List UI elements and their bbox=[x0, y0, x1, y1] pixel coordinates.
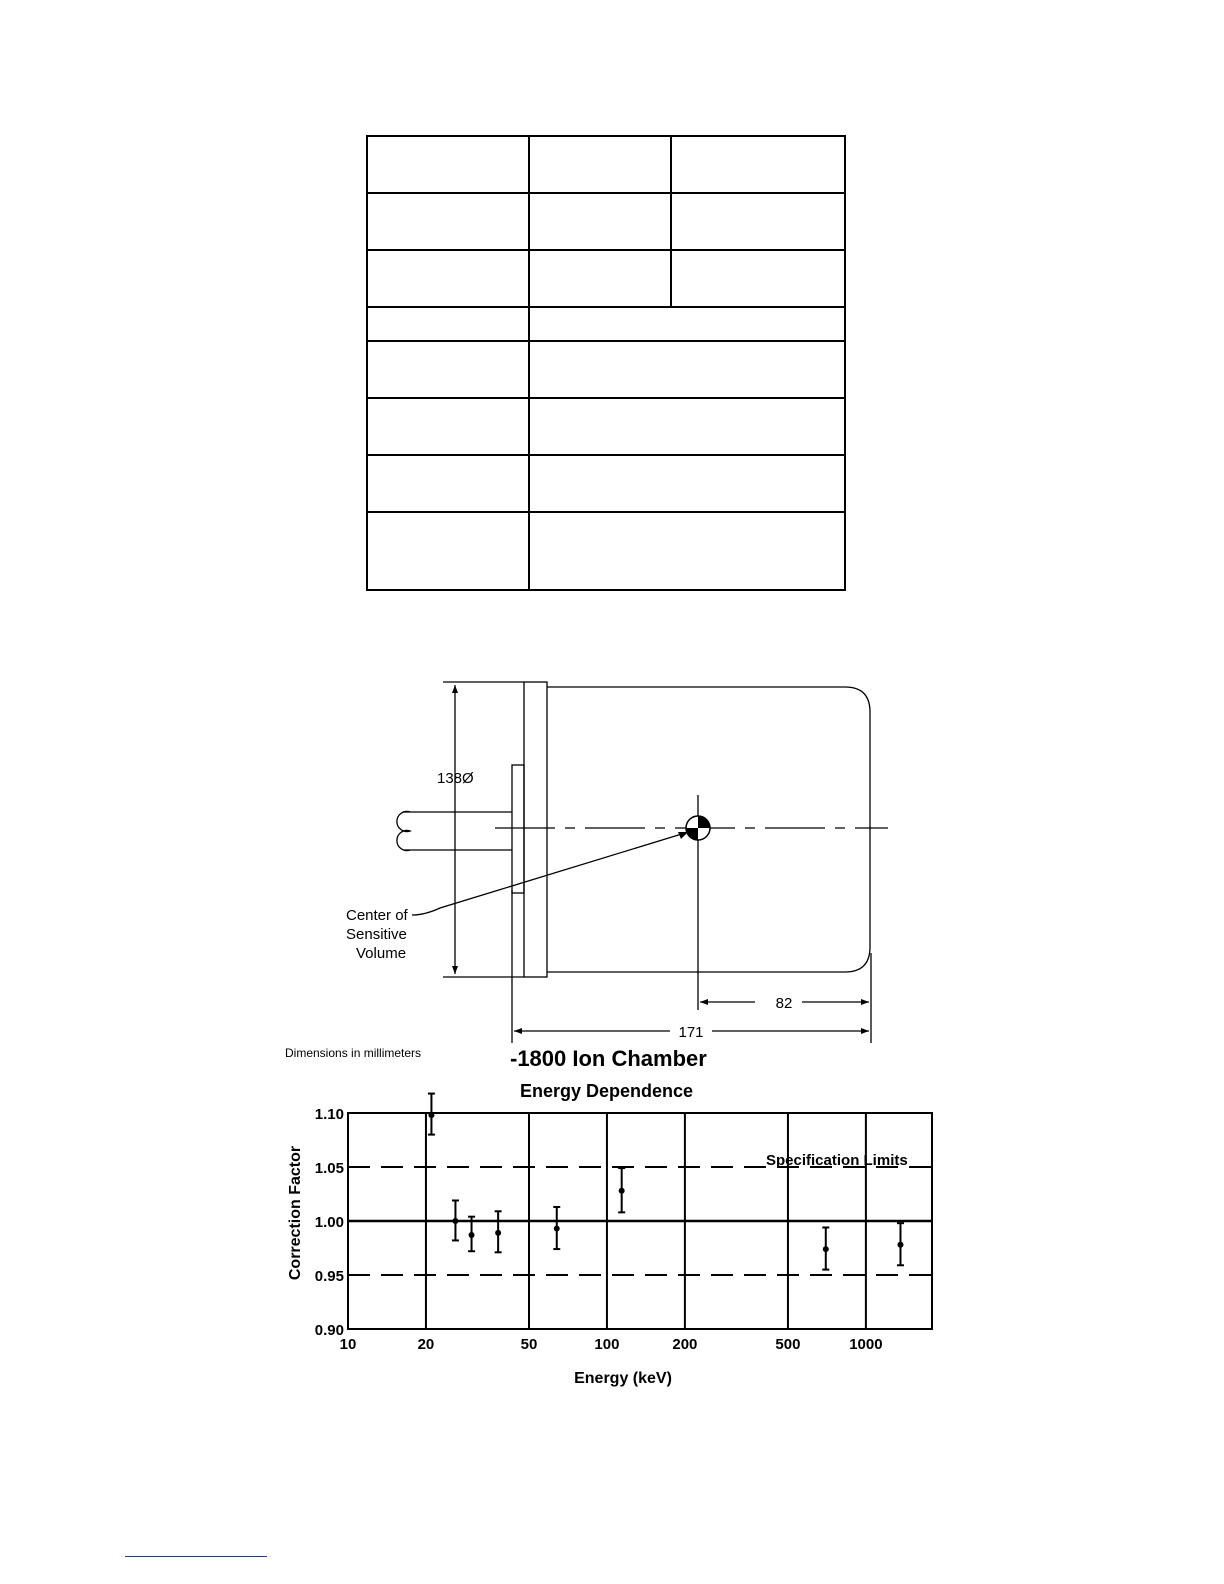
y-tick-label: 0.95 bbox=[314, 1268, 344, 1285]
dimension-82-label: 82 bbox=[775, 995, 793, 1012]
x-axis-label: Energy (keV) bbox=[574, 1370, 672, 1387]
plot-area bbox=[315, 1094, 932, 1353]
table-cell bbox=[529, 455, 845, 512]
table-cell bbox=[529, 193, 671, 250]
units-note: Dimensions in millimeters bbox=[285, 1046, 422, 1060]
table-row bbox=[367, 193, 845, 250]
spec-limits-label: Specification Limits bbox=[766, 1152, 908, 1169]
x-tick-label: 500 bbox=[775, 1336, 801, 1353]
table-cell bbox=[529, 341, 845, 398]
callout-line-1: Center of bbox=[346, 907, 408, 924]
x-tick-label: 50 bbox=[520, 1336, 538, 1353]
table-cell bbox=[529, 136, 671, 193]
x-tick-label: 200 bbox=[672, 1336, 698, 1353]
table-cell bbox=[529, 307, 845, 341]
table-cell bbox=[367, 512, 529, 590]
y-tick-label: 1.00 bbox=[314, 1214, 344, 1231]
callout-line-3: Volume bbox=[356, 945, 407, 962]
chart-title: -1800 Ion Chamber bbox=[510, 1046, 707, 1071]
center-marker-icon bbox=[686, 816, 710, 840]
table-cell bbox=[367, 307, 529, 341]
table-cell bbox=[367, 398, 529, 455]
callout-line-2: Sensitive bbox=[346, 926, 407, 943]
table-row bbox=[367, 455, 845, 512]
y-axis-label: Correction Factor bbox=[287, 1145, 304, 1281]
cable-end bbox=[397, 812, 410, 851]
data-point bbox=[619, 1188, 625, 1194]
data-point bbox=[897, 1242, 903, 1248]
energy-dependence-chart bbox=[280, 1035, 960, 1400]
x-tick-label: 1000 bbox=[849, 1336, 883, 1353]
y-tick-label: 1.10 bbox=[314, 1106, 344, 1123]
chart-subtitle: Energy Dependence bbox=[520, 1081, 694, 1101]
x-tick-label: 100 bbox=[594, 1336, 620, 1353]
y-tick-label: 0.90 bbox=[314, 1322, 344, 1339]
table-row bbox=[367, 136, 845, 193]
data-point bbox=[469, 1232, 475, 1238]
connector-plate bbox=[512, 765, 524, 893]
dimension-height-label: 138Ø bbox=[437, 770, 474, 787]
data-point bbox=[823, 1246, 829, 1252]
chamber-flange bbox=[524, 682, 547, 977]
data-point bbox=[428, 1112, 434, 1118]
table-cell bbox=[367, 455, 529, 512]
table-row bbox=[367, 398, 845, 455]
table-cell bbox=[671, 136, 845, 193]
table-row bbox=[367, 250, 845, 307]
x-tick-label: 20 bbox=[417, 1336, 435, 1353]
table-cell bbox=[671, 193, 845, 250]
data-point bbox=[554, 1226, 560, 1232]
x-tick-label: 10 bbox=[339, 1336, 357, 1353]
table-cell bbox=[367, 341, 529, 398]
table-cell bbox=[671, 250, 845, 307]
callout-leader bbox=[412, 833, 685, 915]
table-cell bbox=[367, 250, 529, 307]
y-tick-label: 1.05 bbox=[314, 1160, 344, 1177]
ion-chamber-drawing bbox=[280, 665, 920, 1065]
specification-table bbox=[366, 135, 846, 591]
footnote-separator bbox=[125, 1556, 267, 1557]
dimension-171-label: 171 bbox=[678, 1024, 704, 1041]
table-cell bbox=[529, 250, 671, 307]
data-point bbox=[452, 1218, 458, 1224]
table-row bbox=[367, 341, 845, 398]
table-cell bbox=[367, 136, 529, 193]
table-cell bbox=[367, 193, 529, 250]
table-cell bbox=[529, 512, 845, 590]
table-row bbox=[367, 512, 845, 590]
table-cell bbox=[529, 398, 845, 455]
table-row bbox=[367, 307, 845, 341]
data-point bbox=[495, 1230, 501, 1236]
